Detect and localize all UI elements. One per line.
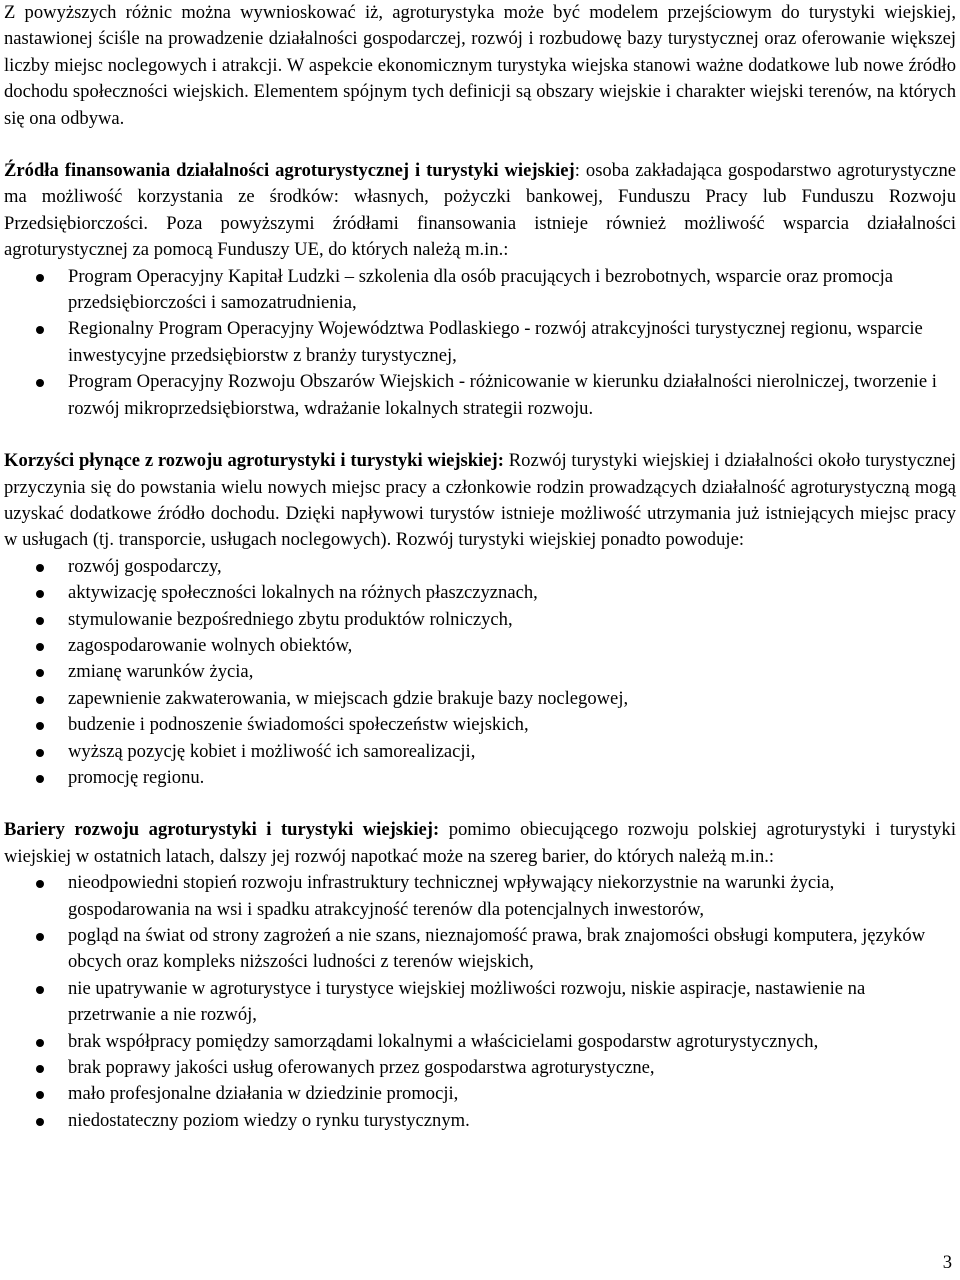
bullet-icon [36,775,44,783]
bullet-icon [36,379,44,387]
bullet-icon [36,1091,44,1099]
list-item-text: stymulowanie bezpośredniego zbytu produktów rolniczych, [68,608,513,630]
barriers-list [4,870,956,1134]
list-item-text: wyższą pozycję kobiet i możliwość ich samorealizacji, [68,740,476,762]
bullet-icon [36,880,44,888]
bullet-icon [36,1118,44,1126]
list-item [4,607,956,633]
section-gap [4,132,956,158]
list-item-text: promocję regionu. [68,766,205,788]
list-item-text: zmianę warunków życia, [68,661,254,683]
list-item-text: Program Operacyjny Kapitał Ludzki – szkolenia dla osób pracujących i bezrobotnych, wsparcie oraz promocja przedsiębiorczości i samozatrudnienia, [68,265,894,314]
barriers-heading: Bariery rozwoju agroturystyki i turystyki wiejskiej: [4,819,440,841]
list-item [4,712,956,738]
bullet-icon [36,986,44,994]
page-number: 3 [942,1252,952,1273]
list-item [4,1055,956,1081]
bullet-icon [36,617,44,625]
list-item-text: pogląd na świat od strony zagrożeń a nie szans, nieznajomość prawa, brak znajomości obsługi komputera, języków obcych oraz kompleks niższości ludności z terenów wiejskich, [68,925,926,973]
bullet-icon [36,564,44,572]
list-item [4,1029,956,1055]
funding-heading: Źródła finansowania działalności agroturystycznej i turystyki wiejskiej [4,160,575,182]
bullet-icon [36,696,44,704]
list-item [4,739,956,765]
bullet-icon [36,274,44,282]
list-item [4,633,956,659]
list-item [4,659,956,685]
section-gap [4,422,956,448]
list-item [4,1108,956,1134]
list-item [4,264,956,317]
document-page [4,0,956,1134]
bullet-icon [36,643,44,651]
list-item-text: Program Operacyjny Rozwoju Obszarów Wiejskich - różnicowanie w kierunku działalności nierolniczej, tworzenie i rozwój mikroprzedsiębiorstwa, wdrażanie lokalnych strategii rozwoju. [68,371,937,419]
benefits-text: Rozwój turystyki wiejskiej i działalności około turystycznej przyczynia się do powstania wielu nowych miejsc pracy a członkowie rodzin prowadzących działalność agroturystyczną mogą uzyskać dodatkowe źródło dochodu. Dzięki napływowi turystów istnieje możliwość utrzymania już istniejących miejsc pracy w usługach (tj. transporcie, usługach noclegowych). Rozwój turystyki wiejskiej ponadto powoduje: [4,450,956,551]
list-item-text: rozwój gospodarczy, [68,555,222,577]
list-item-text: budzenie i podnoszenie świadomości społeczeństw wiejskich, [68,714,529,736]
funding-list [4,264,956,422]
list-item-text: zagospodarowanie wolnych obiektów, [68,634,353,656]
bullet-icon [36,722,44,730]
list-item [4,580,956,606]
list-item-text: nie upatrywanie w agroturystyce i turystyce wiejskiej możliwości rozwoju, niskie aspiracje, nastawienie na przetrwanie a nie rozwój, [68,977,866,1026]
section-gap [4,791,956,817]
list-item [4,316,956,369]
bullet-icon [36,669,44,677]
list-item [4,870,956,923]
funding-paragraph [4,158,956,264]
bullet-icon [36,933,44,941]
bullet-icon [36,749,44,757]
list-item [4,554,956,580]
benefits-paragraph [4,448,956,554]
list-item [4,1081,956,1107]
bullet-icon [36,590,44,598]
funding-text: : osoba zakładająca gospodarstwo agroturystyczne ma możliwość korzystania ze środków: własnych, pożyczki bankowej, Funduszu Pracy lub Funduszu Rozwoju Przedsiębiorczości. Poza powyższymi źródłami finansowania istnieje również możliwość wsparcia działalności agroturystycznej za pomocą Funduszy UE, do których należą m.in.: [4,160,956,261]
bullet-icon [36,1065,44,1073]
list-item [4,686,956,712]
list-item [4,923,956,976]
benefits-heading: Korzyści płynące z rozwoju agroturystyki i turystyki wiejskiej: [4,450,504,472]
bullet-icon [36,326,44,334]
list-item-text: brak współpracy pomiędzy samorządami lokalnymi a właścicielami gospodarstw agroturystycznych, [68,1030,819,1052]
benefits-list [4,554,956,792]
bullet-icon [36,1039,44,1047]
barriers-paragraph [4,817,956,870]
list-item-text: aktywizację społeczności lokalnych na różnych płaszczyznach, [68,582,538,604]
list-item-text: brak poprawy jakości usług oferowanych przez gospodarstwa agroturystyczne, [68,1057,655,1079]
intro-paragraph: Z powyższych różnic można wywnioskować iż, agroturystyka może być modelem przejściowym do turystyki wiejskiej, nastawionej ściśle na prowadzenie działalności gospodarczej, rozwój i rozbudowę bazy turystycznej oraz oferowanie większej liczby miejsc noclegowych i atrakcji. W aspekcie ekonomicznym turystyka wiejska stanowi ważne dodatkowe lub nowe źródło dochodu społeczności wiejskich. Elementem spójnym tych definicji są obszary wiejskie i charakter wiejski terenów, na których się ona odbywa. [4,2,956,129]
barriers-text: pomimo obiecującego rozwoju polskiej agroturystyki i turystyki wiejskiej w ostatnich latach, dalszy jej rozwój napotkać może na szereg barier, do których należą m.in.: [4,819,957,867]
list-item-text: mało profesjonalne działania w dziedzinie promocji, [68,1083,459,1105]
list-item [4,976,956,1029]
list-item [4,369,956,422]
list-item-text: nieodpowiedni stopień rozwoju infrastruktury technicznej wpływający niekorzystnie na warunki życia, gospodarowania na wsi i spadku atrakcyjność terenów dla potencjalnych inwestorów, [68,872,835,920]
list-item-text: niedostateczny poziom wiedzy o rynku turystycznym. [68,1109,470,1131]
list-item-text: zapewnienie zakwaterowania, w miejscach gdzie brakuje bazy noclegowej, [68,687,629,709]
list-item-text: Regionalny Program Operacyjny Województwa Podlaskiego - rozwój atrakcyjności turystycznej regionu, wsparcie inwestycyjne przedsiębiorstw z branży turystycznej, [68,318,923,366]
list-item [4,765,956,791]
